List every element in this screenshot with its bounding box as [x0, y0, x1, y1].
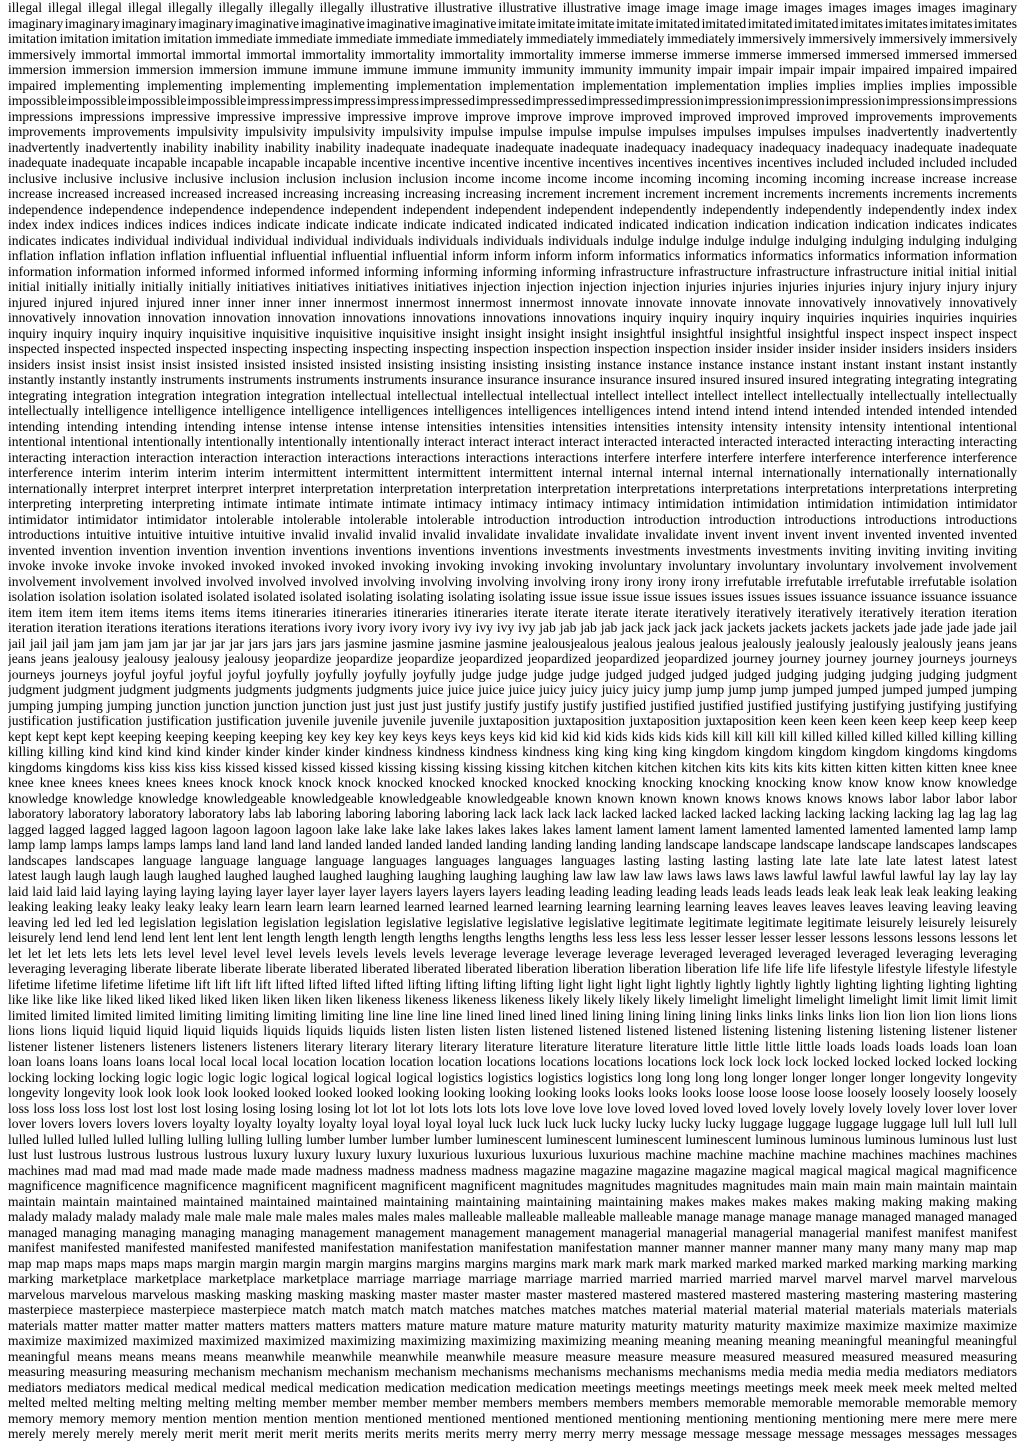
text-line: materials matter matter matter matter matters matters matters matters mature mature mature mature maturity maturity maturity maturity maximize maximize maximize maximize [8, 1317, 1017, 1333]
text-line: index index indices indices indices indices indicate indicate indicate indicate indicated indicated indicated indicated indication indication indication indication indicates indicates [8, 217, 1017, 232]
text-line: inspected inspected inspected inspected inspecting inspecting inspecting inspecting inspection inspection inspection inspection insider insider insider insider insiders insiders insiders [8, 341, 1017, 356]
text-line: lover lovers lovers lovers lovers loyalty loyalty loyalty loyalty loyal loyal loyal loyal luck luck luck luck lucky lucky lucky lucky luggage luggage luggage luggage lull lull lull lull [8, 1116, 1017, 1131]
text-line: loan loans loans loans loans local local local local location location location location locations locations locations locations lock lock lock lock locked locked locked locked locking [8, 1054, 1017, 1069]
text-line: immersively immortal immortal immortal immortal immortality immortality immortality immortality immerse immerse immerse immerse immersed immersed immersed immersed [8, 46, 1017, 62]
text-line: lamp lamp lamps lamps lamps lamps land land land land landed landed landed landed landing landing landing landing landscape landscape landscape landscape landscapes landscapes [8, 837, 1017, 852]
text-line: laboratory laboratory laboratory laboratory labs lab laboring laboring laboring laboring lack lack lack lack lacked lacked lacked lacked lacking lacking lacking lacking lag lag lag lag [8, 806, 1017, 821]
text-line: inadvertently inadvertently inability inability inability inability inadequate inadequate inadequate inadequate inadequacy inadequacy inadequacy inadequacy inadequate inadequate [8, 139, 1017, 155]
text-line: like like like like liked liked liked liked liken liken liken liken likeness likeness likeness likeness likely likely likely likely limelight limelight limelight limelight limit limit limit limit [8, 992, 1017, 1007]
text-line: masterpiece masterpiece masterpiece masterpiece match match match match matches matches matches matches material material material material materials materials materials [8, 1302, 1017, 1317]
text-line: listener listener listeners listeners listeners listeners literary literary literary literary literature literature literature literature little little little little loads loads loads loads loan loan [8, 1038, 1017, 1054]
text-line: meaningful means means means means meanwhile meanwhile meanwhile meanwhile measure measure measure measure measured measured measured measured measuring [8, 1348, 1017, 1364]
text-line: limited limited limited limited limiting limiting limiting limiting line line line line lined lined lined lined lining lining lining lining links links links links lion lion lion lion lions lions [8, 1007, 1017, 1023]
text-line: kingdoms kingdoms kiss kiss kiss kiss kissed kissed kissed kissed kissing kissing kissing kissing kitchen kitchen kitchen kitchen kits kits kits kits kitten kitten kitten kitten knee knee [8, 759, 1017, 775]
text-line: locking locking locking logic logic logic logic logical logical logical logical logistics logistics logistics logistics long long long long longer longer longer longer longevity longevity [8, 1069, 1017, 1085]
text-line: lulled lulled lulled lulled lulling lulling lulling lulling lumber lumber lumber lumber luminescent luminescent luminescent luminescent luminous luminous luminous luminous lust lust [8, 1131, 1017, 1147]
text-line: interpreting interpreting interpreting intimate intimate intimate intimate intimacy intimacy intimacy intimacy intimidation intimidation intimidation intimidation intimidator [8, 496, 1017, 511]
text-line: mediators mediators medical medical medical medical medication medication medication medication meetings meetings meetings meetings meek meek meek meek melted melted [8, 1379, 1017, 1395]
text-line: impaired implementing implementing implementing implementing implementation implementation implementation implementation implies implies implies implies impossible [8, 77, 1017, 93]
text-line: lifetime lifetime lifetime lifetime lift lift lift lift lifted lifted lifted lifted lifting lifting lifting lifting light light light light lightly lightly lightly lightly lighting lighting lighting lighting [8, 976, 1017, 992]
text-line: journeys journeys joyful joyful joyful joyful joyfully joyfully joyfully joyfully judge judge judge judge judged judged judged judged judging judging judging judging judgment [8, 666, 1017, 682]
text-line: melted melted melting melting melting melting member member member member members members members members memorable memorable memorable memorable memory [8, 1395, 1017, 1410]
text-line: instantly instantly instantly instruments instruments instruments instruments insurance insurance insurance insurance insured insured insured insured integrating integrating integrating [8, 372, 1017, 387]
text-line: illegal illegal illegal illegal illegally illegally illegally illegally illustrative illustrative illustrative illustrative image image image image images images images images imaginary [8, 0, 1017, 15]
text-line: longevity longevity look look look look looked looked looked looked looking looking looking looking looks looks looks looks loose loose loose loose loosely loosely loosely loosely [8, 1085, 1017, 1100]
text-line: managed managing managing managing managing management management management management managerial managerial managerial managerial manifest manifest manifest [8, 1224, 1017, 1240]
text-line: jeans jeans jealousy jealousy jealousy jealousy jeopardize jeopardize jeopardize jeopardized jeopardized jeopardized jeopardized journey journey journey journey journeys journeys [8, 651, 1017, 666]
text-line: let let let lets lets lets lets level level level level levels levels levels levels leverage leverage leverage leverage leveraged leveraged leveraged leveraged leveraging leveraging [8, 945, 1017, 961]
text-line: intellectually intelligence intelligence intelligence intelligence intelligences intelligences intelligences intelligences intend intend intend intend intended intended intended intended [8, 403, 1017, 418]
text-line: invented invention invention invention invention inventions inventions inventions inventions investments investments investments investments inviting inviting inviting inviting [8, 542, 1017, 558]
text-line: integrating integration integration integration integration intellectual intellectual intellectual intellectual intellect intellect intellect intellect intellectually intellectually intellectually [8, 387, 1017, 403]
text-line: injured injured injured injured inner inner inner inner innermost innermost innermost innermost innovate innovate innovate innovate innovatively innovatively innovatively [8, 294, 1017, 310]
text-line: inadequate inadequate incapable incapable incapable incapable incentive incentive incentive incentive incentives incentives incentives incentives included included included included [8, 155, 1017, 170]
text-line: inclusive inclusive inclusive inclusive inclusion inclusion inclusion inclusion income income income income incoming incoming incoming incoming increase increase increase [8, 170, 1017, 186]
text-line: impressions impressions impressive impressive impressive impressive improve improve improve improve improved improved improved improved improvements improvements [8, 108, 1017, 124]
text-line: marvelous marvelous marvelous masking masking masking masking master master master master mastered mastered mastered mastered mastering mastering mastering mastering [8, 1286, 1017, 1302]
text-line: introductions intuitive intuitive intuitive intuitive invalid invalid invalid invalid invalidate invalidate invalidate invalidate invent invent invent invent invented invented invented [8, 527, 1017, 542]
text-line: immersion immersion immersion immersion immune immune immune immune immunity immunity immunity immunity impair impair impair impair impaired impaired impaired [8, 62, 1017, 77]
text-line: interacting interaction interaction interaction interaction interactions interactions interactions interactions interfere interfere interfere interfere interference interference interference [8, 449, 1017, 465]
text-line: merely merely merely merely merit merit merit merit merits merits merits merits merry merry merry merry message message message message messages messages messages [8, 1426, 1017, 1441]
text-line: initial initially initially initially initially initiatives initiatives initiatives initiatives injection injection injection injection injuries injuries injuries injuries injury injury injury injury [8, 279, 1017, 294]
text-line: judgment judgment judgment judgments judgments judgments judgments juice juice juice juice juicy juicy juicy juicy jump jump jump jump jumped jumped jumped jumped jumping [8, 682, 1017, 697]
text-line: improvements improvements impulsivity impulsivity impulsivity impulsivity impulse impulse impulse impulse impulses impulses impulses impulses inadvertently inadvertently [8, 124, 1017, 139]
text-line: interference interim interim interim interim intermittent intermittent intermittent intermittent internal internal internal internal internationally internationally internationally [8, 465, 1017, 480]
text-line: knowledge knowledge knowledge knowledgeable knowledgeable knowledgeable knowledgeable known known known known knows knows knows knows labor labor labor labor [8, 790, 1017, 806]
text-line: independence independence independence independence independent independent independent independent independently independently independently independently index index [8, 201, 1017, 217]
text-line: innovatively innovation innovation innovation innovation innovations innovations innovations innovations inquiry inquiry inquiry inquiry inquiries inquiries inquiries inquiries [8, 310, 1017, 325]
text-line: inquiry inquiry inquiry inquiry inquisitive inquisitive inquisitive inquisitive insight insight insight insight insightful insightful insightful insightful inspect inspect inspect inspect [8, 325, 1017, 341]
text-line: involvement involvement involved involved involved involved involving involving involving involving irony irony irony irony irrefutable irrefutable irrefutable irrefutable isolation [8, 573, 1017, 589]
text-line: knee knee knees knees knees knees knock knock knock knock knocked knocked knocked knocked knocking knocking knocking knocking know know know know knowledge [8, 775, 1017, 790]
text-line: lust lust lustrous lustrous lustrous lustrous luxury luxury luxury luxury luxurious luxurious luxurious luxurious machine machine machine machine machines machines machines [8, 1147, 1017, 1162]
text-line: imitation imitation imitation imitation immediate immediate immediate immediate immediately immediately immediately immediately immersively immersively immersively immersively [8, 31, 1017, 46]
text-line: leveraging leveraging liberate liberate liberate liberate liberated liberated liberated liberated liberation liberation liberation liberation life life life life lifestyle lifestyle lifestyle lifestyle [8, 961, 1017, 976]
text-line: marking marketplace marketplace marketplace marketplace marriage marriage marriage marriage married married married married marvel marvel marvel marvel marvelous [8, 1271, 1017, 1286]
text-line: machines mad mad mad mad made made made made madness madness madness madness magazine magazine magazine magazine magical magical magical magical magnificence [8, 1162, 1017, 1178]
text-line: increase increased increased increased increased increasing increasing increasing increasing increment increment increment increment increments increments increments increments [8, 186, 1017, 201]
text-line: impossible impossible impossible impossible impress impress impress impress impressed impressed impressed impressed impression impression impression impression impressions impressions [8, 93, 1017, 108]
text-line: invoke invoke invoke invoke invoked invoked invoked invoked invoking invoking invoking invoking involuntary involuntary involuntary involuntary involvement involvement [8, 558, 1017, 573]
text-line: maintain maintain maintained maintained maintained maintained maintaining maintaining maintaining maintaining makes makes makes makes making making making making [8, 1193, 1017, 1209]
text-line: jumping jumping jumping junction junction junction junction just just just just justify justify justify justify justified justified justified justified justifying justifying justifying justifying [8, 697, 1017, 713]
text-line: information information informed informed informed informed informing informing informing informing infrastructure infrastructure infrastructure infrastructure initial initial initial [8, 263, 1017, 279]
text-line: kept kept kept kept keeping keeping keeping keeping key key key key keys keys keys keys kid kid kid kid kids kids kids kids kill kill kill kill killed killed killed killed killing killing [8, 728, 1017, 744]
text-line: iteration iteration iterations iterations iterations iterations ivory ivory ivory ivory ivy ivy ivy ivy jab jab jab jab jack jack jack jack jackets jackets jackets jackets jade jade jade jade jail [8, 620, 1017, 635]
text-line: item item item item items items items items itineraries itineraries itineraries itineraries iterate iterate iterate iterate iteratively iteratively iteratively iteratively iteration iteration [8, 604, 1017, 620]
text-line: lagged lagged lagged lagged lagoon lagoon lagoon lagoon lake lake lake lake lakes lakes lakes lakes lament lament lament lament lamented lamented lamented lamented lamp lamp [8, 821, 1017, 837]
text-line: intentional intentional intentionally intentionally intentionally intentionally interact interact interact interact interacted interacted interacted interacted interacting interacting interacting [8, 434, 1017, 449]
text-line: insiders insist insist insist insist insisted insisted insisted insisted insisting insisting insisting insisting instance instance instance instance instant instant instant instant instantly [8, 356, 1017, 372]
text-line: leaking leaking leaky leaky leaky leaky learn learn learn learn learned learned learned learned learning learning learning learning leaves leaves leaves leaves leaving leaving leaving [8, 899, 1017, 914]
text-line: map map maps maps maps maps margin margin margin margin margins margins margins margins mark mark mark mark marked marked marked marked marking marking marking [8, 1255, 1017, 1271]
text-line: lions lions liquid liquid liquid liquid liquids liquids liquids liquids listen listen listen listen listened listened listened listened listening listening listening listening listener listener [8, 1023, 1017, 1038]
text-line: justification justification justification justification juvenile juvenile juvenile juvenile juxtaposition juxtaposition juxtaposition juxtaposition keen keen keen keen keep keep keep keep [8, 713, 1017, 728]
text-line: leisurely lend lend lend lend lent lent lent lent length length length length lengths lengths lengths lengths less less less less lesser lesser lesser lesser lessons lessons lessons lessons let [8, 930, 1017, 945]
text-line: leaving led led led led legislation legislation legislation legislation legislative legislative legislative legislative legitimate legitimate legitimate legitimate leisurely leisurely leisurely [8, 914, 1017, 930]
text-line: maximize maximized maximized maximized maximized maximizing maximizing maximizing maximizing meaning meaning meaning meaning meaningful meaningful meaningful [8, 1333, 1017, 1348]
text-line: jail jail jail jam jam jam jam jar jar jar jar jars jars jars jars jasmine jasmine jasmine jasmine jealousjealous jealous jealous jealous jealously jealously jealously jealously jeans jeans [8, 635, 1017, 651]
text-line: memory memory memory mention mention mention mention mentioned mentioned mentioned mentioned mentioning mentioning mentioning mentioning mere mere mere mere [8, 1410, 1017, 1426]
text-line: killing killing kind kind kind kind kinder kinder kinder kinder kindness kindness kindness kindness king king king king kingdom kingdom kingdom kingdom kingdoms kingdoms [8, 744, 1017, 759]
text-line: intending intending intending intending intense intense intense intense intensities intensities intensities intensities intensity intensity intensity intensity intentional intentional [8, 418, 1017, 434]
text-line: laid laid laid laid laying laying laying laying layer layer layer layer layers layers layers layers leading leading leading leading leads leads leads leads leak leak leak leak leaking leaking [8, 883, 1017, 899]
text-line: landscapes landscapes language language language language languages languages languages languages lasting lasting lasting lasting late late late late latest latest latest [8, 852, 1017, 868]
text-line: intimidator intimidator intimidator intolerable intolerable intolerable intolerable introduction introduction introduction introduction introductions introductions introductions [8, 511, 1017, 527]
text-line: malady malady malady malady male male male male males males males males malleable malleable malleable malleable manage manage manage manage managed managed managed [8, 1209, 1017, 1224]
text-line: loss loss loss loss lost lost lost lost losing losing losing losing lot lot lot lot lots lots lots lots love love love love loved loved loved loved lovely lovely lovely lovely lover lover lover [8, 1100, 1017, 1116]
text-line: measuring measuring measuring mechanism mechanism mechanism mechanism mechanisms mechanisms mechanisms mechanisms media media media media mediators mediators [8, 1364, 1017, 1379]
text-line: internationally interpret interpret interpret interpret interpretation interpretation interpretation interpretation interpretations interpretations interpretations interpretations interpreting [8, 480, 1017, 496]
text-line: indicates indicates individual individual individual individual individuals individuals individuals individuals indulge indulge indulge indulge indulging indulging indulging indulging [8, 232, 1017, 248]
text-line: imaginary imaginary imaginary imaginary imaginative imaginative imaginative imaginative imitate imitate imitate imitate imitated imitated imitated imitated imitates imitates imitates imitates [8, 15, 1017, 31]
text-line: inflation inflation inflation inflation influential influential influential influential inform inform inform inform informatics informatics informatics informatics information information [8, 248, 1017, 263]
text-line: manifest manifested manifested manifested manifested manifestation manifestation manifestation manifestation manner manner manner manner many many many many map map [8, 1240, 1017, 1255]
text-line: isolation isolation isolation isolated isolated isolated isolated isolating isolating isolating isolating issue issue issue issue issues issues issues issues issuance issuance issuance issuance [8, 589, 1017, 604]
text-line: magnificence magnificence magnificence magnificent magnificent magnificent magnificent magnitudes magnitudes magnitudes magnitudes main main main main maintain maintain [8, 1178, 1017, 1193]
text-line: latest laugh laugh laugh laugh laughed laughed laughed laughed laughing laughing laughing laughing law law law law laws laws laws laws lawful lawful lawful lawful lay lay lay lay [8, 868, 1017, 883]
